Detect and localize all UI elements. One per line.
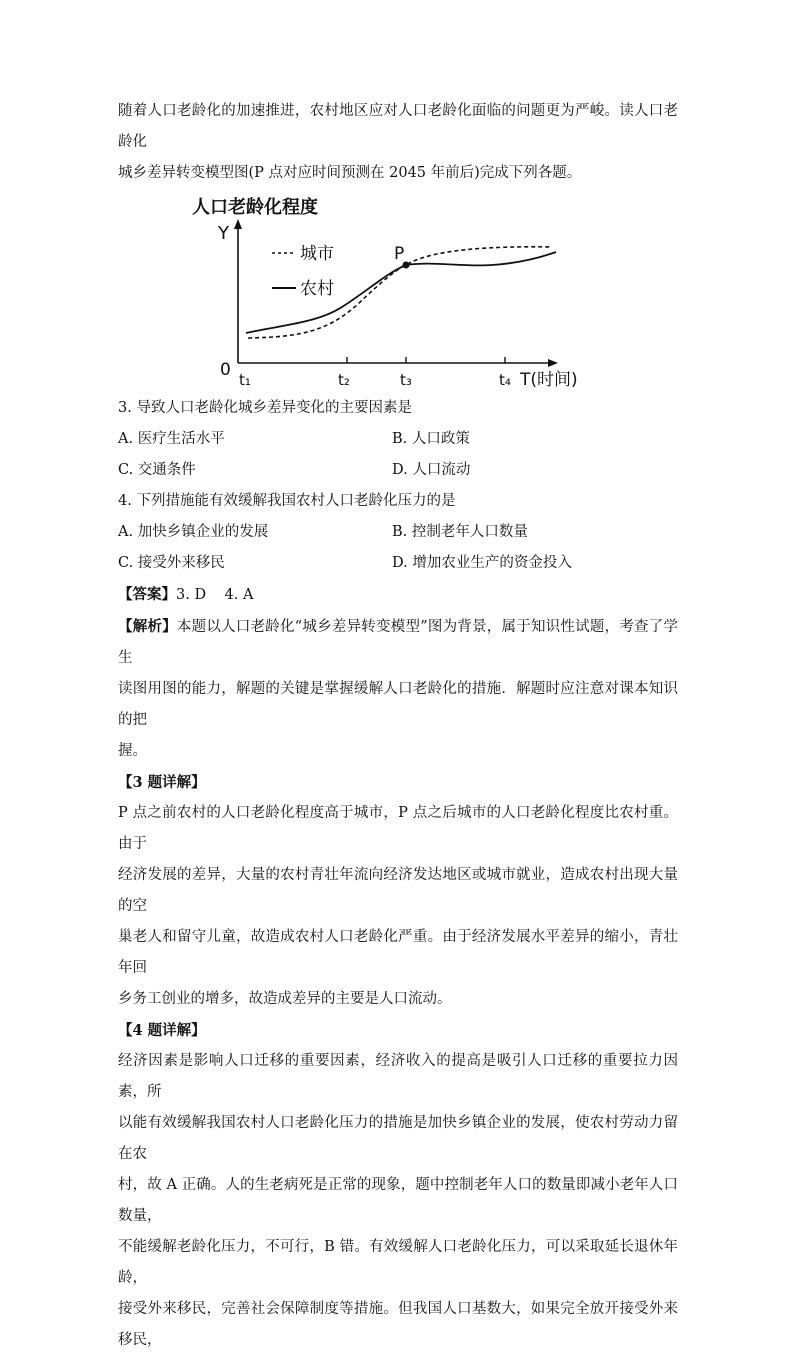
x-axis-label: T(时间) [520,370,578,390]
analysis-line-1 [118,611,678,674]
q3-options-row-2 [118,455,678,486]
detail4-line-4: 不能缓解老龄化压力，不可行，B 错。有效缓解人口老龄化压力，可以采取延长退休年龄， [118,1239,678,1286]
detail3-label: 【3 题详解】 [118,774,206,791]
detail3-line-2: 经济发展的差异，大量的农村青壮年流向经济发达地区或城市就业，造成农村出现大量的空 [118,867,678,914]
x-axis-arrow [548,359,558,367]
tick-label-t4: t₄ [499,371,511,389]
q3-option-b: B. 人口政策 [392,431,470,447]
rural-curve [246,252,556,333]
legend-rural-label: 农村 [300,279,334,299]
tick-label-t2: t₂ [338,371,350,389]
q4-option-b: B. 控制老年人口数量 [392,524,528,540]
analysis-line-3: 握。 [118,743,147,759]
q4-options-row-1 [118,517,678,548]
q4-options-row-2 [118,548,678,579]
y-axis-label: Y [218,223,229,244]
intro-line-2: 城乡差异转变模型图(P 点对应时间预测在 2045 年前后)完成下列各题。 [118,165,582,181]
detail4-line-1: 经济因素是影响人口迁移的重要因素，经济收入的提高是吸引人口迁移的重要拉力因素，所 [118,1053,678,1100]
detail4-line-2: 以能有效缓解我国农村人口老龄化压力的措施是加快乡镇企业的发展，使农村劳动力留在农 [118,1115,678,1162]
answer-line [118,579,678,611]
tick-label-t3: t₃ [400,371,412,389]
document-page [118,96,678,1356]
q4-option-a: A. 加快乡镇企业的发展 [118,524,269,540]
answer-text: 3. D 4. A [176,587,254,603]
point-p-label: P [394,244,405,264]
q3-option-a: A. 医疗生活水平 [118,431,225,447]
aging-model-figure [192,195,612,393]
legend-city-label: 城市 [300,244,334,264]
detail3-line-4: 乡务工创业的增多，故造成差异的主要是人口流动。 [118,991,452,1007]
detail3-line-3: 巢老人和留守儿童，故造成农村人口老龄化严重。由于经济发展水平差异的缩小，青壮年回 [118,929,678,976]
figure-title: 人口老龄化程度 [192,197,318,218]
q3-stem: 3. 导致人口老龄化城乡差异变化的主要因素是 [118,400,412,416]
analysis-line-2: 读图用图的能力，解题的关键是掌握缓解人口老龄化的措施．解题时应注意对课本知识的把 [118,681,678,728]
q3-options-row-1 [118,424,678,455]
q3-option-c: C. 交通条件 [118,462,196,478]
detail3-line-1: P 点之前农村的人口老龄化程度高于城市，P 点之后城市的人口老龄化程度比农村重。由于 [118,805,678,852]
origin-label: 0 [220,360,231,380]
detail4-line-3: 村，故 A 正确。人的生老病死是正常的现象，题中控制老年人口的数量即减小老年人口数量， [118,1177,678,1224]
detail4-line-5: 接受外来移民，完善社会保障制度等措施。但我国人口基数大，如果完全放开接受外来移民， [118,1301,678,1348]
q4-option-c: C. 接受外来移民 [118,555,225,571]
y-axis-arrow [234,219,242,229]
tick-label-t1: t₁ [239,371,251,389]
analysis-label: 【解析】 [118,618,177,635]
q4-stem: 4. 下列措施能有效缓解我国农村人口老龄化压力的是 [118,493,456,509]
q4-option-d: D. 增加农业生产的资金投入 [392,555,572,571]
answer-label: 【答案】 [118,586,176,603]
intro-line-1: 随着人口老龄化的加速推进，农村地区应对人口老龄化面临的问题更为严峻。读人口老龄化 [118,103,678,150]
detail4-label: 【4 题详解】 [118,1022,206,1039]
analysis-text-1: 本题以人口老龄化“城乡差异转变模型”图为背景，属于知识性试题，考查了学生 [118,619,679,666]
aging-model-diagram [192,195,612,393]
q3-option-d: D. 人口流动 [392,462,471,478]
